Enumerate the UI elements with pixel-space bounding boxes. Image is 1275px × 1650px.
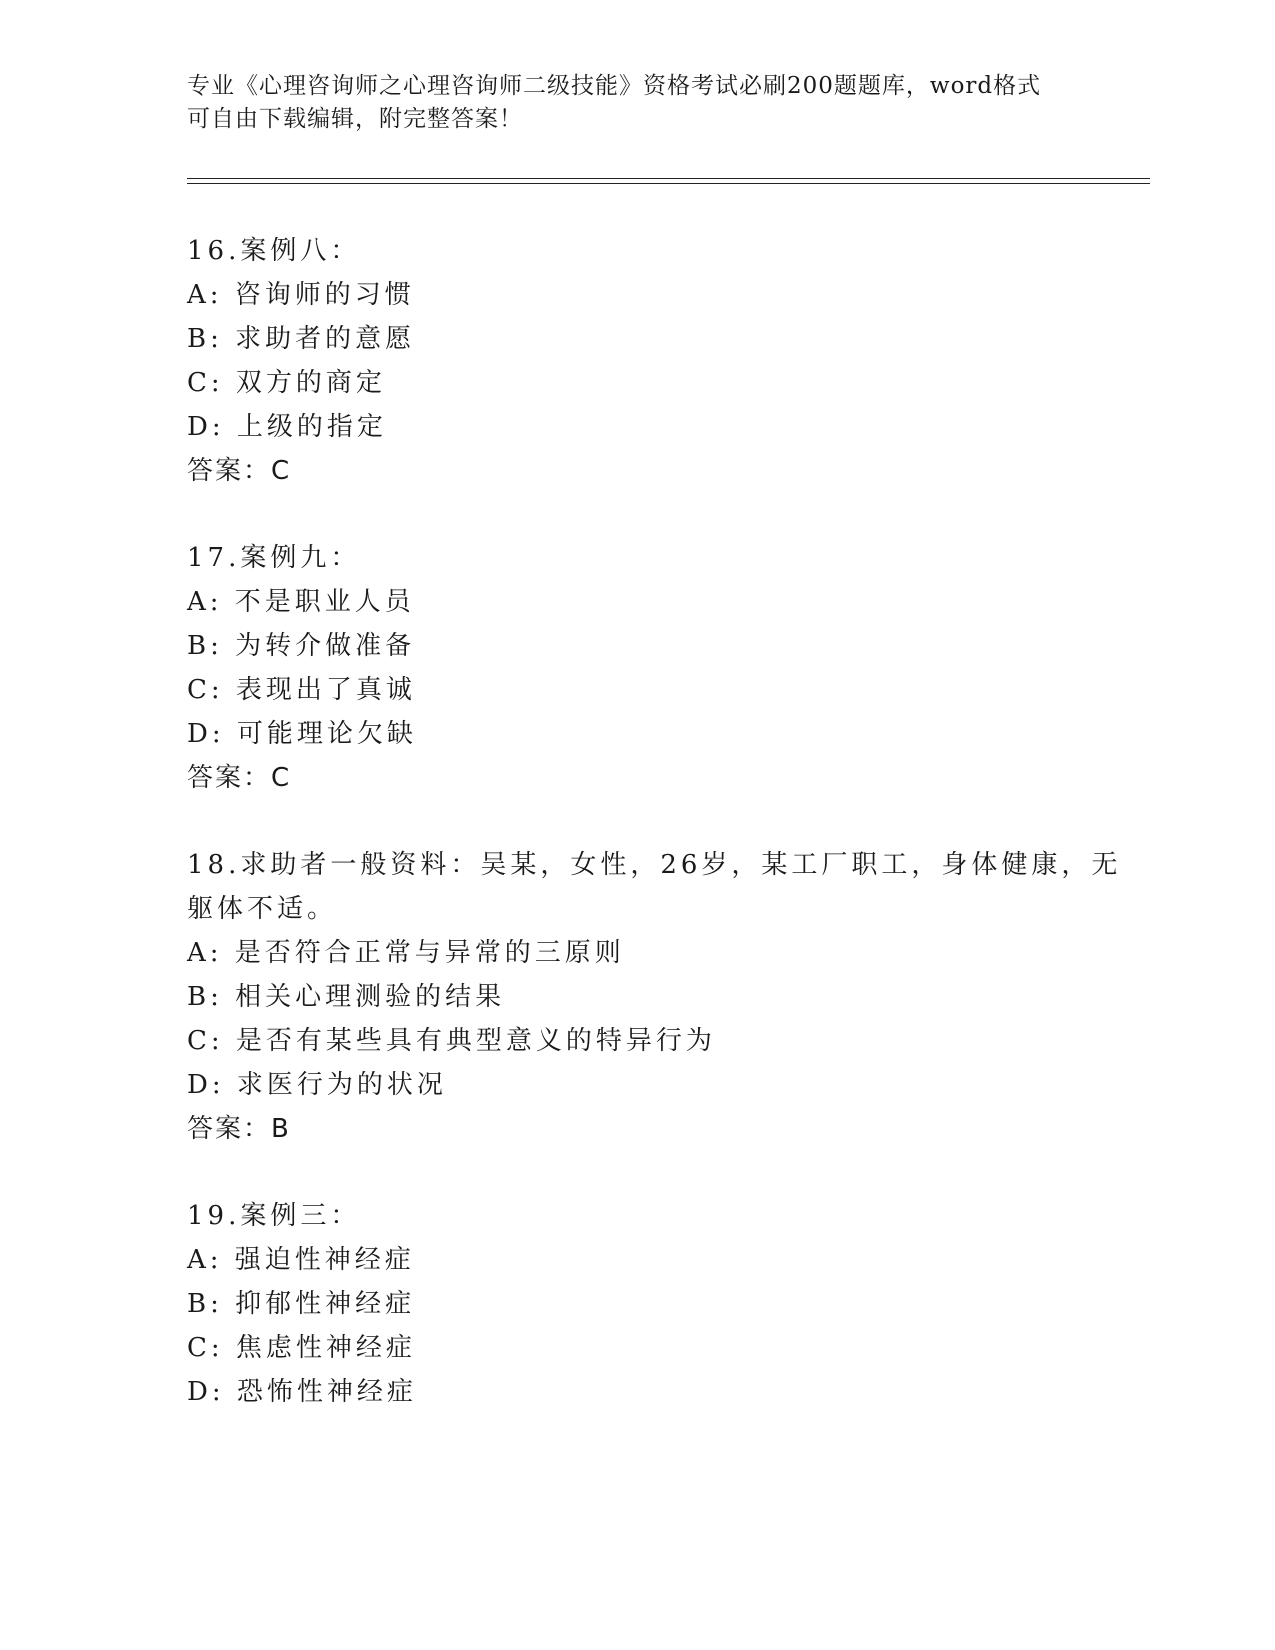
- question-stem: 19.案例三：: [187, 1201, 361, 1231]
- option-d: D: 可能理论欠缺: [187, 719, 417, 749]
- option-a: A: 是否符合正常与异常的三原则: [187, 938, 625, 968]
- option-b: B: 求助者的意愿: [187, 324, 416, 354]
- option-c: C: 双方的商定: [187, 368, 386, 398]
- answer: 答案：C: [187, 456, 292, 486]
- option-a: A: 咨询师的习惯: [187, 280, 415, 310]
- option-d: D: 恐怖性神经症: [187, 1377, 417, 1407]
- question-stem-line-1: 18.求助者一般资料：吴某，女性，26岁，某工厂职工，身体健康，无: [187, 850, 1122, 880]
- option-c: C: 表现出了真诚: [187, 675, 416, 705]
- header-line-1: 专业《心理咨询师之心理咨询师二级技能》资格考试必刷200题题库，word格式: [187, 73, 1042, 99]
- header-divider-bottom: [187, 183, 1150, 184]
- option-b: B: 抑郁性神经症: [187, 1289, 416, 1319]
- header-line-2: 可自由下载编辑，附完整答案！: [187, 106, 523, 132]
- option-d: D: 上级的指定: [187, 412, 387, 442]
- option-b: B: 相关心理测验的结果: [187, 982, 506, 1012]
- document-header: [187, 70, 1087, 136]
- question-stem: 16.案例八：: [187, 236, 361, 266]
- answer: 答案：C: [187, 763, 292, 793]
- answer: 答案：B: [187, 1114, 291, 1144]
- option-c: C: 是否有某些具有典型意义的特异行为: [187, 1026, 716, 1056]
- header-divider-top: [187, 178, 1150, 179]
- question-stem-line-2: 躯体不适。: [187, 894, 338, 924]
- option-a: A: 不是职业人员: [187, 587, 415, 617]
- question-stem: 17.案例九：: [187, 543, 361, 573]
- option-b: B: 为转介做准备: [187, 631, 416, 661]
- option-c: C: 焦虑性神经症: [187, 1333, 416, 1363]
- option-a: A: 强迫性神经症: [187, 1245, 415, 1275]
- option-d: D: 求医行为的状况: [187, 1070, 447, 1100]
